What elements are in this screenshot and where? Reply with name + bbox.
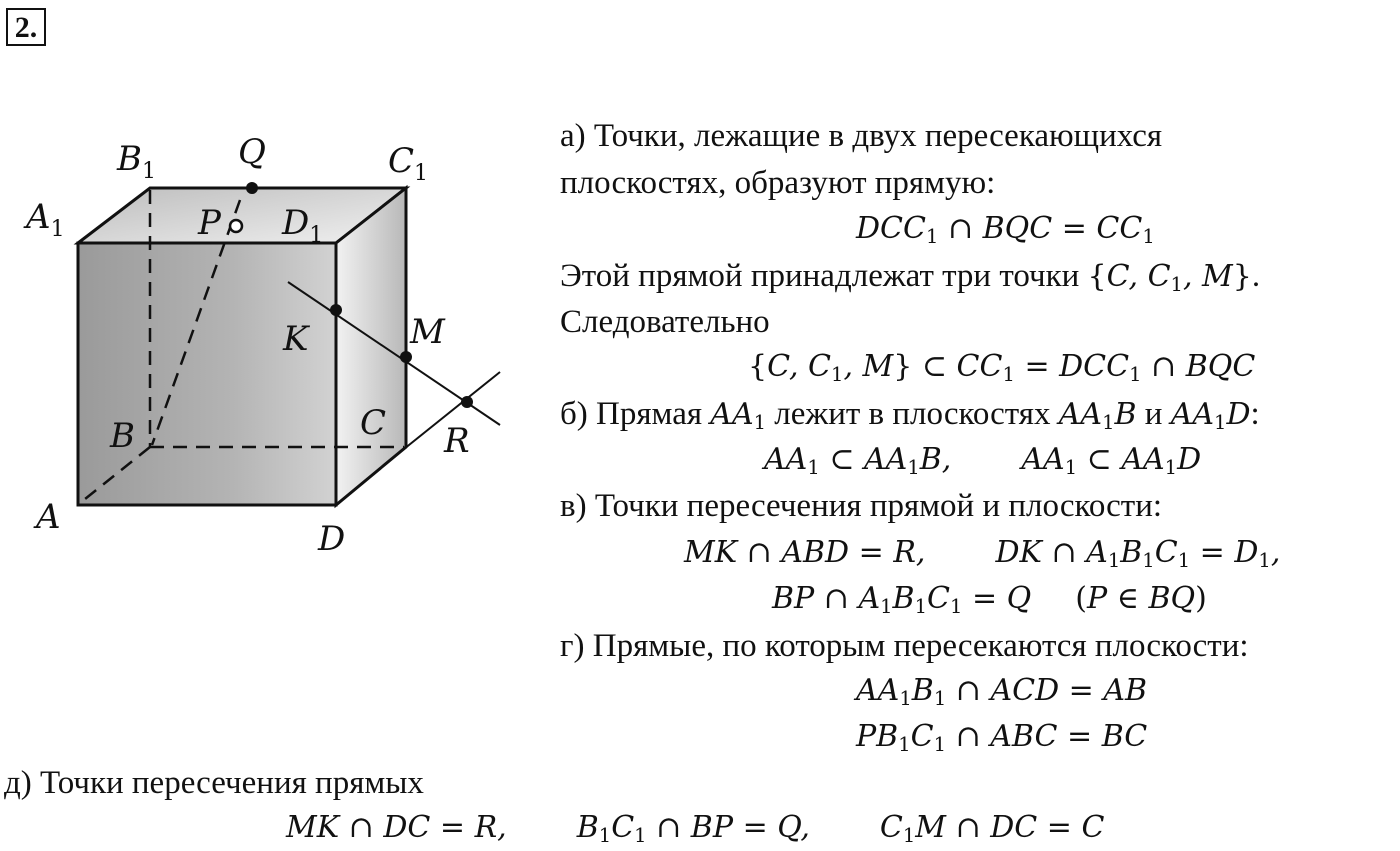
label-r: R [444, 421, 470, 461]
text-line-a1: а) Точки, лежащие в двух пересекающихся [560, 118, 1163, 154]
label-c: C [360, 403, 387, 443]
formula-d1: MK ∩ DC = R, $B_1C_1$ ∩ BP = Q, $C_1M$ ∩ DC = C [286, 810, 1105, 847]
label-d: D [318, 519, 346, 559]
formula-g1: $AA_1B_1$ ∩ ACD = AB [856, 673, 1148, 710]
text-line-a2: плоскостях, образуют прямую: [560, 165, 996, 201]
formula-b1: $AA_1$ ⊂ $AA_1B$, $AA_1$ ⊂ $AA_1D$ [764, 442, 1202, 479]
label-a1: $A_1$ [26, 197, 65, 242]
formula-g2: $PB_1C_1$ ∩ ABC = BC [856, 719, 1148, 756]
problem-number: 2. [6, 8, 46, 46]
label-b: B [110, 416, 135, 456]
label-p: P [198, 203, 221, 243]
label-k: K [283, 319, 309, 359]
text-line-d1: д) Точки пересечения прямых [4, 765, 424, 801]
formula-a1: $DCC_1$ ∩ BQC = $CC_1$ [856, 211, 1155, 248]
label-a: A [36, 497, 61, 537]
label-d1: $D_1$ [282, 203, 324, 248]
text-line-a5: Следовательно [560, 304, 770, 340]
cube-figure [0, 100, 540, 570]
formula-a2: {C, $C_1$, M} ⊂ $CC_1 = DCC_1$ ∩ BQC [748, 349, 1256, 386]
text-line-a4: Этой прямой принадлежат три точки {C, $C_1$, M}. [560, 258, 1261, 296]
formula-v2: BP ∩ $A_1B_1C_1 = Q$ (P ∈ BQ) [772, 581, 1207, 618]
label-c1: $C_1$ [388, 141, 429, 186]
text-line-g1: г) Прямые, по которым пересекаются плоскости: [560, 628, 1249, 664]
cube-side-face [336, 188, 406, 505]
cube-front-face [78, 243, 336, 505]
text-line-v1: в) Точки пересечения прямой и плоскости: [560, 488, 1163, 524]
label-m: M [410, 312, 445, 352]
label-b1: $B_1$ [117, 139, 156, 184]
text-line-b1: б) Прямая $AA_1$ лежит в плоскостях $AA_1B$ и $AA_1D$: [560, 396, 1260, 434]
point-p-marker [230, 220, 242, 232]
label-q: Q [238, 132, 266, 172]
formula-v1: MK ∩ ABD = R, DK ∩ $A_1B_1C_1 = D_1$, [684, 535, 1281, 572]
